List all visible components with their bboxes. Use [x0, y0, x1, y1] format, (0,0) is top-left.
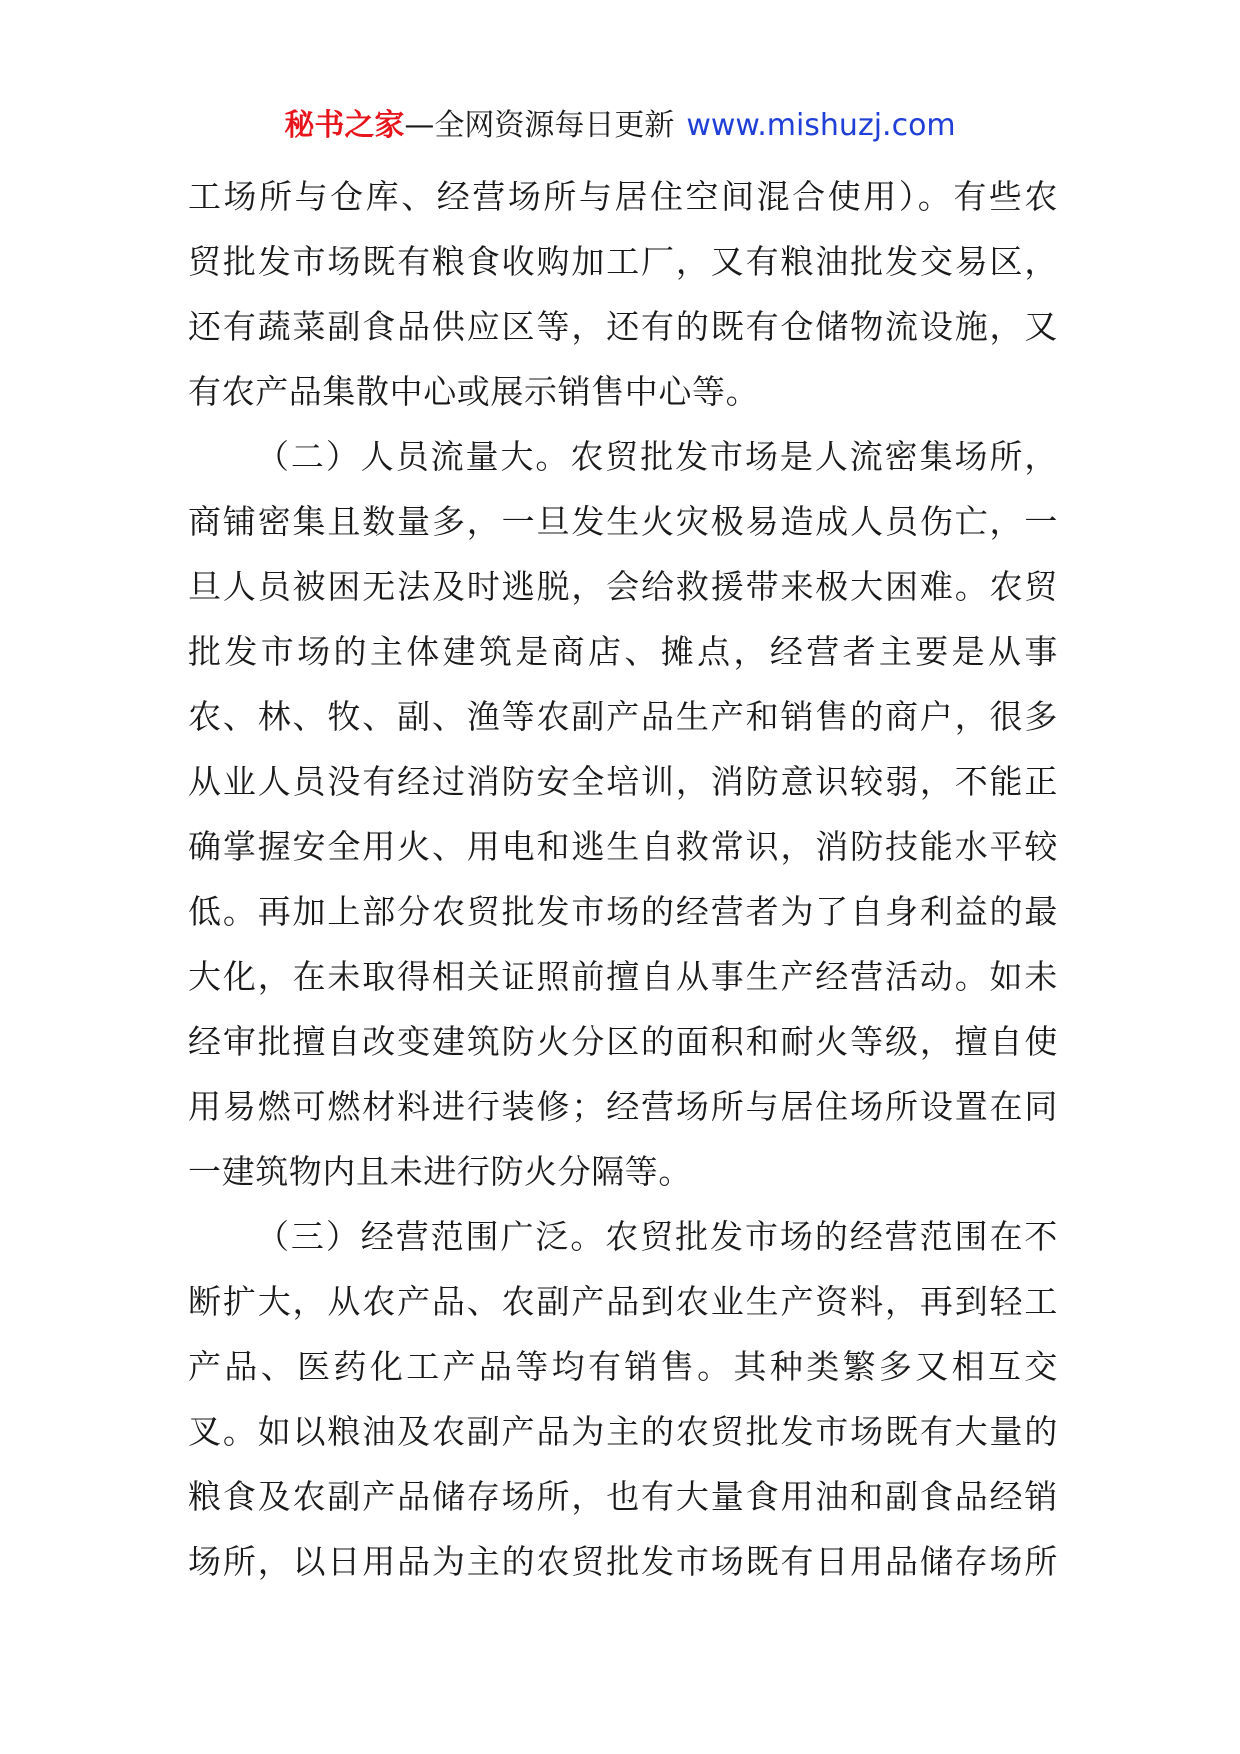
text-line: （三）经营范围广泛。农贸批发市场的经营范围在不: [256, 1217, 1058, 1256]
text-line: 有农产品集散中心或展示销售中心等。: [188, 372, 760, 411]
text-line: 场所，以日用品为主的农贸批发市场既有日用品储存场所: [188, 1542, 1058, 1581]
text-line: 还有蔬菜副食品供应区等，还有的既有仓储物流设施，又: [188, 307, 1058, 346]
text-line: 农、林、牧、副、渔等农副产品生产和销售的商户，很多: [188, 697, 1058, 736]
text-line: 断扩大，从农产品、农副产品到农业生产资料，再到轻工: [188, 1282, 1058, 1321]
text-line: 贸批发市场既有粮食收购加工厂，又有粮油批发交易区，: [188, 242, 1058, 281]
text-line: 经审批擅自改变建筑防火分区的面积和耐火等级，擅自使: [188, 1022, 1058, 1061]
document-body: [188, 164, 1058, 1594]
text-line: 工场所与仓库、经营场所与居住空间混合使用）。有些农: [188, 177, 1058, 216]
text-line: 确掌握安全用火、用电和逃生自救常识，消防技能水平较: [188, 827, 1058, 866]
text-line: 一建筑物内且未进行防火分隔等。: [188, 1152, 692, 1191]
text-line: 批发市场的主体建筑是商店、摊点，经营者主要是从事: [188, 632, 1058, 671]
site-url-link[interactable]: www.mishuzj.com: [686, 108, 956, 143]
text-line: 商铺密集且数量多，一旦发生火灾极易造成人员伤亡，一: [188, 502, 1058, 541]
text-line: 旦人员被困无法及时逃脱，会给救援带来极大困难。农贸: [188, 567, 1058, 606]
site-tagline: —全网资源每日更新: [404, 108, 675, 143]
site-brand: 秘书之家: [284, 108, 405, 143]
page-header: [0, 106, 1240, 146]
text-line: 大化，在未取得相关证照前擅自从事生产经营活动。如未: [188, 957, 1058, 996]
text-line: 叉。如以粮油及农副产品为主的农贸批发市场既有大量的: [188, 1412, 1058, 1451]
text-line: 产品、医药化工产品等均有销售。其种类繁多又相互交: [188, 1347, 1058, 1386]
text-line: 粮食及农副产品储存场所，也有大量食用油和副食品经销: [188, 1477, 1058, 1516]
text-line: 低。再加上部分农贸批发市场的经营者为了自身利益的最: [188, 892, 1058, 931]
text-line: 用易燃可燃材料进行装修；经营场所与居住场所设置在同: [188, 1087, 1058, 1126]
text-line: 从业人员没有经过消防安全培训，消防意识较弱，不能正: [188, 762, 1058, 801]
text-line: （二）人员流量大。农贸批发市场是人流密集场所，: [256, 437, 1058, 476]
